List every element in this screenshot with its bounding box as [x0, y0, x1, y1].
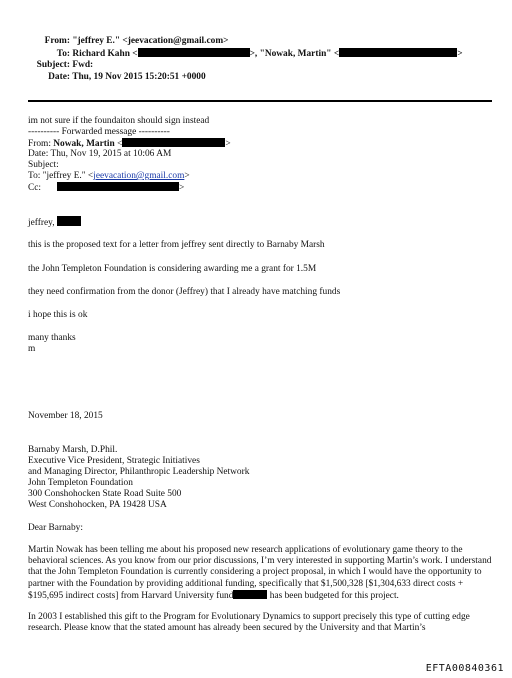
to-end: >: [457, 49, 463, 59]
fwd-cc: [28, 182, 184, 194]
fwd-from-name: Nowak, Martin: [53, 139, 115, 149]
fwd-cc-close: >: [179, 183, 185, 193]
fwd-to-prefix: To: "jeffrey E." <: [28, 171, 94, 181]
header-to: [0, 48, 463, 60]
redaction-box: [122, 138, 225, 147]
to-value: Richard Kahn <: [72, 49, 138, 59]
header-date: [0, 72, 206, 83]
header-divider: [28, 100, 492, 102]
redaction-box: [138, 48, 250, 57]
thanks-text: many thanks: [28, 333, 76, 343]
fwd-cc-label: Cc:: [28, 183, 42, 193]
redaction-box: [339, 48, 457, 57]
redaction-box: [57, 182, 179, 191]
forwarded-marker: ---------- Forwarded message ----------: [28, 127, 170, 137]
fwd-from-close: >: [225, 139, 231, 149]
redaction-box: [57, 216, 81, 226]
header-subject: [0, 60, 93, 71]
fwd-date: Date: Thu, Nov 19, 2015 at 10:06 AM: [28, 149, 172, 159]
fwd-subject: Subject:: [28, 160, 59, 170]
fwd-to-suffix: >: [184, 171, 190, 181]
to-label: To:: [56, 49, 70, 59]
body-paragraph-2: the John Templeton Foundation is considering awarding me a grant for 1.5M: [28, 264, 317, 274]
from-value: "jeffrey E." <jeevacation@gmail.com>: [72, 36, 229, 46]
to-mid: >, "Nowak, Martin" <: [249, 49, 340, 59]
fwd-to-email-link[interactable]: jeevacation@gmail.com: [93, 171, 185, 181]
fwd-from-open: <: [114, 139, 123, 149]
bates-number: EFTA00840361: [425, 663, 504, 674]
fwd-from-label: From:: [28, 139, 54, 149]
letter-address-line: John Templeton Foundation: [28, 478, 133, 488]
greeting: [28, 216, 81, 229]
greeting-text: jeffrey,: [28, 218, 55, 228]
letter-address-line: 300 Conshohocken State Road Suite 500: [28, 489, 182, 499]
letter-address-line: and Managing Director, Philanthropic Leadership Network: [28, 467, 250, 477]
redaction-box: [233, 590, 267, 599]
letter-paragraph-1: [28, 545, 496, 602]
signoff-initial: m: [28, 344, 36, 354]
letter-salutation: Dear Barnaby:: [28, 523, 83, 533]
date-label: Date:: [48, 72, 70, 82]
letter-paragraph-1-text: Martin Nowak has been telling me about his proposed new research applications of evolutionary game theory to the behavioral sciences. As you know from our prior discussions, I’m very interested in supporting Martin’s work. I understand that the John Templeton Foundation is currently considering a project proposal, in which I would have the opportunity to partner with the Foundation by providing additional funding, specifically that $1,500,328 [$1,304,633 direct costs + $195,695 indirect costs] from Harvard University fund: [28, 545, 492, 601]
letter-address-line: West Conshohocken, PA 19428 USA: [28, 500, 167, 510]
letter-address-line: Executive Vice President, Strategic Initiatives: [28, 456, 200, 466]
fwd-to: [28, 171, 190, 182]
letter-address-line: Barnaby Marsh, D.Phil.: [28, 445, 118, 455]
letter-paragraph-1-end: has been budgeted for this project.: [269, 590, 399, 601]
letter-paragraph-2: In 2003 I established this gift to the Program for Evolutionary Dynamics to support precisely this type of cutting edge research. Please know that the stated amount has already been secured by the University and that Martin’s: [28, 612, 470, 634]
subject-value: Fwd:: [72, 60, 94, 70]
from-label: From:: [44, 36, 70, 46]
subject-label: Subject:: [36, 60, 70, 70]
header-from: [0, 36, 229, 47]
intro-text: im not sure if the foundaiton should sign instead: [28, 116, 210, 126]
letter-date: November 18, 2015: [28, 411, 103, 421]
body-paragraph-1: this is the proposed text for a letter from jeffrey sent directly to Barnaby Marsh: [28, 240, 325, 250]
body-paragraph-3: they need confirmation from the donor (Jeffrey) that I already have matching funds: [28, 287, 341, 297]
date-value: Thu, 19 Nov 2015 15:20:51 +0000: [72, 72, 206, 82]
body-paragraph-4: i hope this is ok: [28, 310, 88, 320]
